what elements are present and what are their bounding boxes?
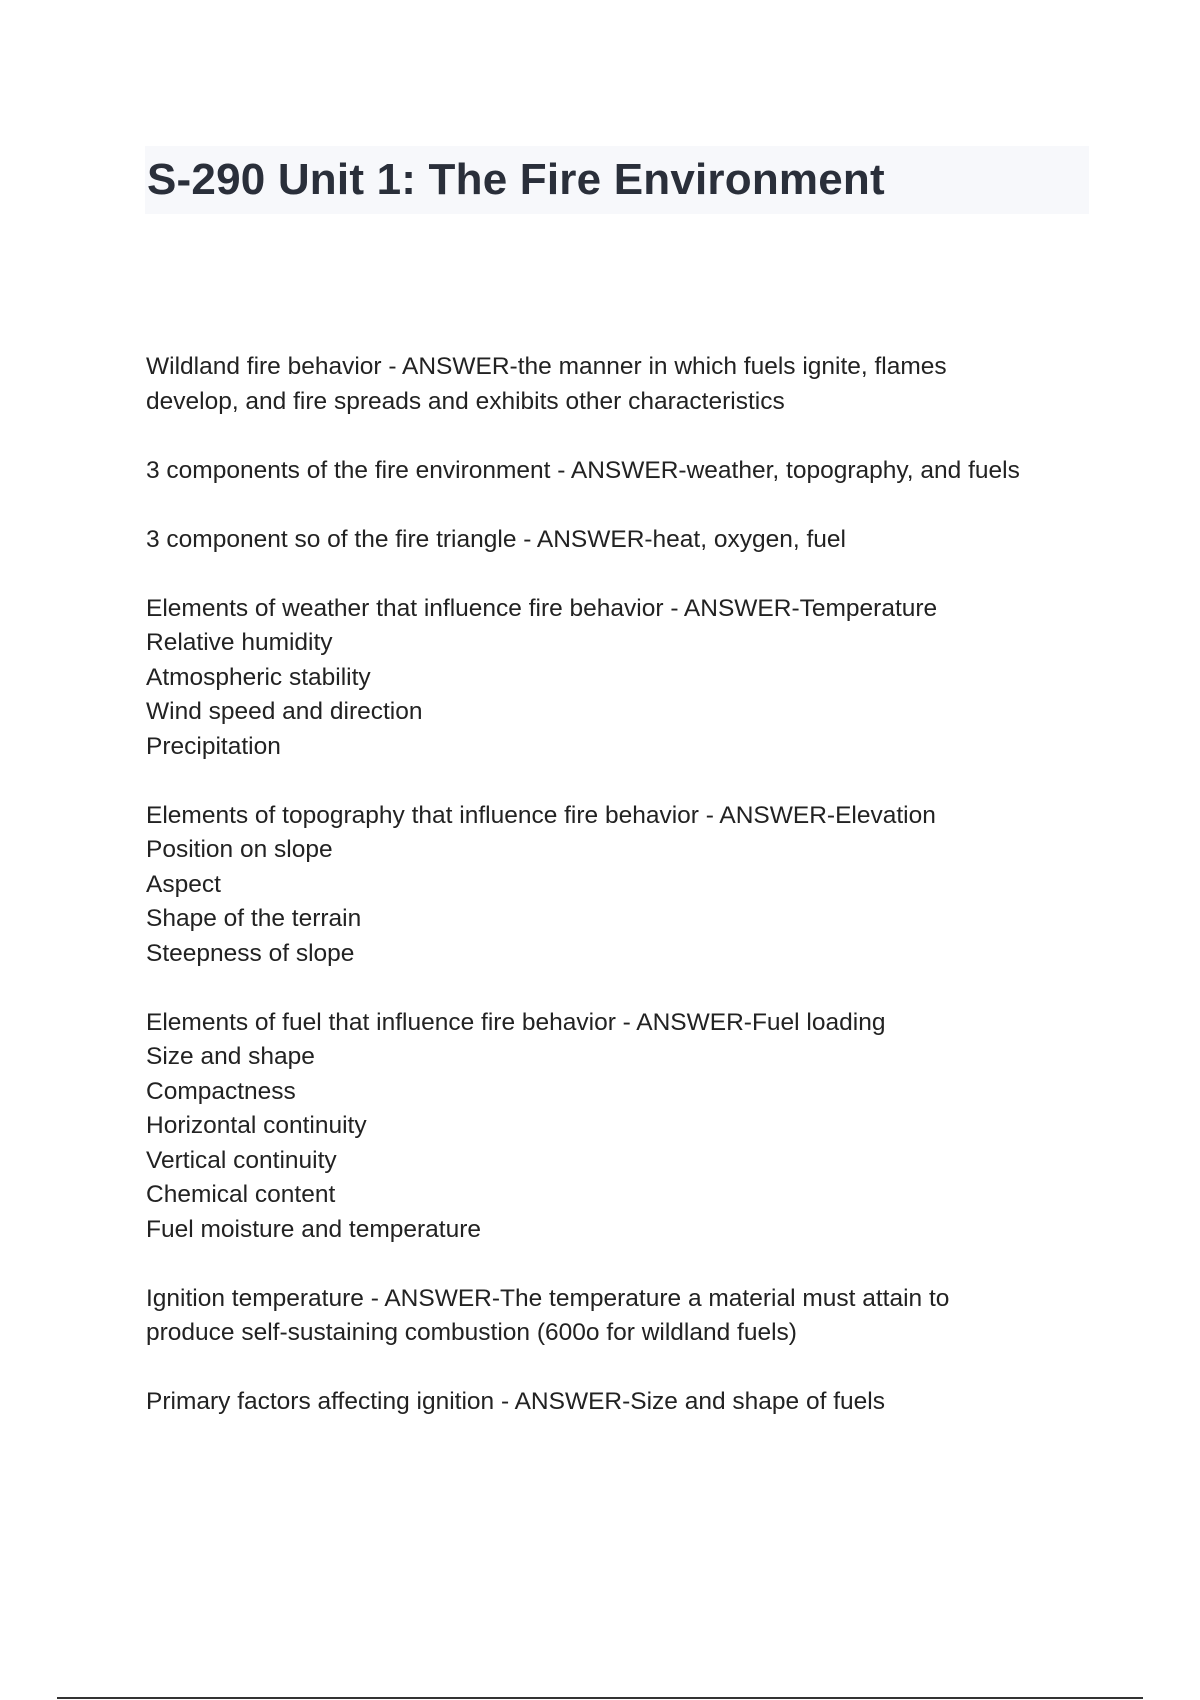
entry-line: Fuel moisture and temperature [146, 1215, 481, 1243]
entry-line: Compactness [146, 1077, 296, 1105]
entry-line: Atmospheric stability [146, 663, 371, 691]
entry-line: Chemical content [146, 1181, 336, 1208]
entry-line: Primary factors affecting ignition - ANSWER-Size and shape of fuels [146, 1388, 885, 1415]
entry-fuel-elements [146, 1006, 1096, 1248]
entry-topography-elements [146, 799, 1096, 972]
entry-line: Steepness of slope [146, 939, 355, 967]
entry-wildland-fire-behavior [146, 350, 1096, 419]
footer-divider [57, 1697, 1143, 1699]
entry-line: Relative humidity [146, 629, 333, 656]
entry-line: produce self-sustaining combustion (600o for wildland fuels) [146, 1319, 797, 1346]
page-title: S-290 Unit 1: The Fire Environment [147, 155, 885, 204]
entry-weather-elements [146, 592, 1096, 765]
entry-ignition-factors [146, 1385, 1096, 1420]
entry-line: Elements of fuel that influence fire behavior - ANSWER-Fuel loading [146, 1008, 886, 1036]
entry-line: Wind speed and direction [146, 698, 423, 725]
entry-line: Elements of weather that influence fire behavior - ANSWER-Temperature [146, 594, 938, 622]
entry-line: Size and shape [146, 1043, 315, 1070]
entry-line: develop, and fire spreads and exhibits other characteristics [146, 387, 785, 415]
entry-fire-environment-components [146, 454, 1096, 489]
entry-ignition-temperature [146, 1282, 1096, 1351]
entry-line: Wildland fire behavior - ANSWER-the manner in which fuels ignite, flames [146, 353, 947, 380]
entry-fire-triangle-components [146, 523, 1096, 558]
entry-line: Position on slope [146, 836, 333, 863]
entry-line: Shape of the terrain [146, 905, 362, 932]
title-banner [145, 146, 1089, 214]
entry-line: Ignition temperature - ANSWER-The temperature a material must attain to [146, 1284, 950, 1312]
entry-line: Precipitation [146, 732, 281, 760]
entry-line: Vertical continuity [146, 1146, 337, 1174]
entry-line: Horizontal continuity [146, 1112, 367, 1139]
entry-line: Elements of topography that influence fire behavior - ANSWER-Elevation [146, 801, 936, 829]
entry-line: 3 components of the fire environment - ANSWER-weather, topography, and fuels [146, 456, 1020, 484]
entry-line: Aspect [146, 870, 221, 898]
document-body [146, 350, 1096, 1454]
entry-line: 3 component so of the fire triangle - ANSWER-heat, oxygen, fuel [146, 525, 846, 553]
